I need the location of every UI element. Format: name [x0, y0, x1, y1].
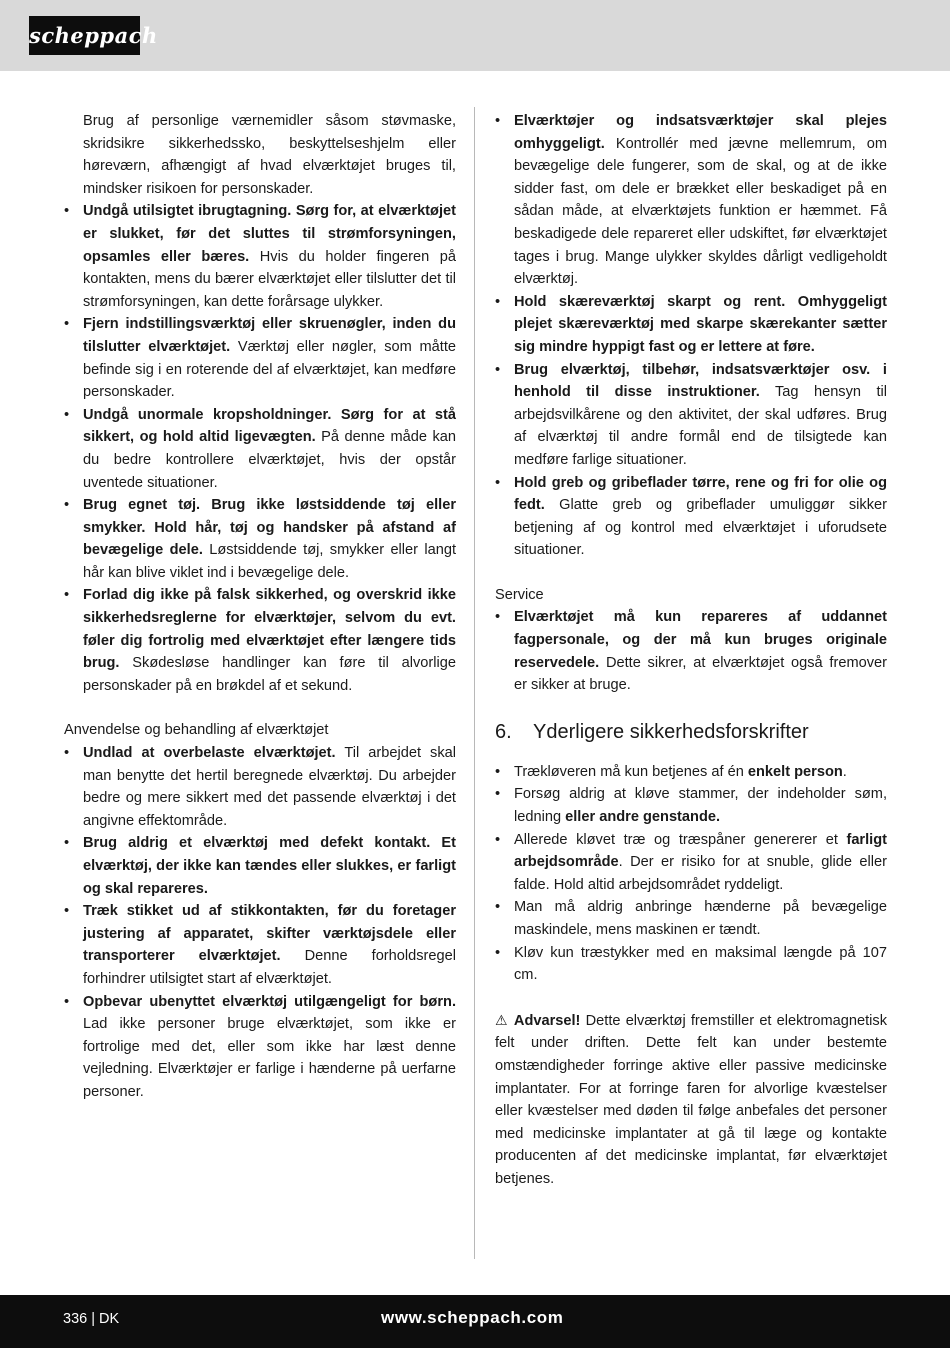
list-item: • Forlad dig ikke på falsk sikkerhed, og overskrid ikke sikkerhedsreglerne for elværktøjer, selvom du evt. føler dig fortrolig med elværktøjet efter længere tids brug. Skødesløse handlinger kan føre til alvorlige personskader på en brøkdel af et sekund. — [64, 584, 456, 697]
list-item: • Allerede kløvet træ og træspåner genererer et farligt arbejdsområde. Der er risiko for at snuble, glide eller falde. Hold altid arbejdsområdet ryddeligt. — [495, 829, 887, 897]
warning-text: Dette elværktøj fremstiller et elektromagnetisk felt under driften. Dette felt kan under bestemte omstændigheder forringe aktive eller passive medicinske implantater. For at forringe faren for alvorlige kvæstelser eller kvæstelser med døden til følge anbefales det personer med medicinske implantater at gå til læge og kontakte producenten af det medicinske implantat, før elværktøjet betjenes. — [495, 1012, 887, 1187]
list-item: • Undlad at overbelaste elværktøjet. Til arbejdet skal man benytte det hertil beregnede elværktøj. Du arbejder bedre og mere sikkert med det passende elværktøj i det angivne effektområde. — [64, 742, 456, 832]
section-number: 6. — [495, 720, 512, 743]
column-divider — [474, 107, 475, 1259]
list-item: • Undgå unormale kropsholdninger. Sørg for at stå sikkert, og hold altid ligevægten. På denne måde kan du bedre kontrollere elværktøjet, hvis der opstår uventede situationer. — [64, 404, 456, 494]
list-item: • Træk stikket ud af stikkontakten, før du foretager justering af apparatet, skifter værktøjsdele eller transporterer elværktøjet. Denne forholdsregel forhindrer utilsigtet start af elværktøjet. — [64, 900, 456, 990]
list-item: • Brug aldrig et elværktøj med defekt kontakt. Et elværktøj, der ikke kan tændes eller slukkes, er farligt og skal repareres. — [64, 832, 456, 900]
list-item: • Man må aldrig anbringe hænderne på bevægelige maskindele, mens maskinen er tændt. — [495, 896, 887, 941]
page-header — [0, 0, 950, 71]
care-list — [495, 110, 887, 562]
list-item: • Trækløveren må kun betjenes af én enkelt person. — [495, 761, 887, 784]
left-column — [64, 110, 456, 1104]
page-footer — [0, 1295, 950, 1348]
extra-safety-list — [495, 761, 887, 987]
warning-paragraph — [495, 1009, 887, 1191]
right-column — [495, 110, 887, 1191]
list-item: • Forsøg aldrig at kløve stammer, der indeholder søm, ledning eller andre genstande. — [495, 783, 887, 828]
website-link[interactable]: www.scheppach.com — [381, 1308, 564, 1327]
service-heading: Service — [495, 586, 544, 603]
brand-logo: scheppach — [29, 16, 140, 55]
list-item: • Undgå utilsigtet ibrugtagning. Sørg for, at elværktøjet er slukket, før det sluttes til strømforsyningen, opsamles eller bæres. Hvis du holder fingeren på kontakten, mens du bærer elværktøjet eller tilslutter det til strømforsyningen, kan dette forårsage ulykker. — [64, 200, 456, 313]
page-number: 336 | DK — [63, 1311, 120, 1327]
list-item: • Elværktøjer og indsatsværktøjer skal plejes omhyggeligt. Kontrollér med jævne mellemrum, om bevægelige dele fungerer, som de skal, og at de ikke sidder fast, om dele er brækket eller beskadiget på en sådan måde, at elværktøjets funktion er hæmmet. Få beskadigede dele repareret eller udskiftet, før elværktøjet tages i brug. Mange ulykker skyldes dårligt vedligeholdt elværktøj. — [495, 110, 887, 291]
list-item: • Elværktøjet må kun repareres af uddannet fagpersonale, og der må kun bruges originale reservedele. Dette sikrer, at elværktøjet også fremover er sikker at bruge. — [495, 606, 887, 696]
intro-paragraph: Brug af personlige værnemidler såsom støvmaske, skridsikre sikkerhedssko, beskyttelseshjelm eller høreværn, afhængigt af hvad elværktøjet bruges til, mindsker risikoen for personskader. — [83, 113, 456, 197]
list-item: • Fjern indstillingsværktøj eller skruenøgler, inden du tilslutter elværktøjet. Værktøj eller nøgler, som måtte befinde sig i en roterende del af elværktøjet, kan medføre personskader. — [64, 313, 456, 403]
list-item: • Kløv kun træstykker med en maksimal længde på 107 cm. — [495, 942, 887, 987]
usage-list — [64, 742, 456, 1104]
list-item: • Hold skæreværktøj skarpt og rent. Omhyggeligt plejet skæreværktøj med skarpe skærekanter sætter sig mindre hyppigt fast og er lettere at føre. — [495, 291, 887, 359]
warning-label: Advarsel! — [513, 1012, 581, 1029]
list-item: • Hold greb og gribeflader tørre, rene og fri for olie og fedt. Glatte greb og gribeflader umuliggør sikker betjening af og kontrol med elværktøjet i uforudsete situationer. — [495, 472, 887, 562]
safety-list — [64, 200, 456, 697]
list-item: • Opbevar ubenyttet elværktøj utilgængeligt for børn. Lad ikke personer bruge elværktøjet, som ikke er fortrolige med det, eller som ikke har læst denne vejledning. Elværktøjer er farlige i hænderne på uerfarne personer. — [64, 991, 456, 1104]
service-list — [495, 606, 887, 696]
warning-triangle-icon: ⚠ — [495, 1011, 509, 1028]
list-item: • Brug elværktøj, tilbehør, indsatsværktøjer osv. i henhold til disse instruktioner. Tag hensyn til arbejdsvilkårene og den aktivitet, der skal udføres. Brug af elværktøj til andre formål end de tilsigtede kan medføre farlige situationer. — [495, 359, 887, 472]
section-6-title: 6. Yderligere sikkerhedsforskrifter — [495, 720, 809, 743]
section-heading: Anvendelse og behandling af elværktøjet — [64, 722, 329, 739]
list-item: • Brug egnet tøj. Brug ikke løstsiddende tøj eller smykker. Hold hår, tøj og handsker på afstand af bevægelige dele. Løstsiddende tøj, smykker eller langt hår kan blive viklet ind i bevægelige dele. — [64, 494, 456, 584]
